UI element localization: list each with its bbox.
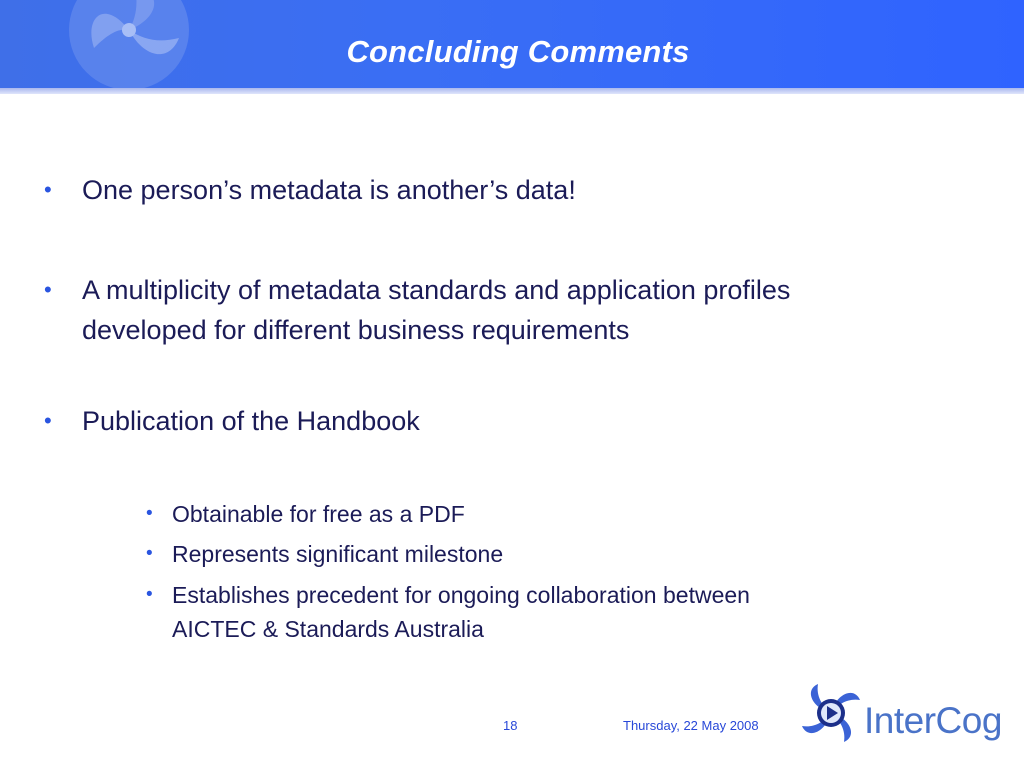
sub-bullet-item [146,537,966,571]
slide-title: Concluding Comments [346,34,690,69]
sub-bullet-item [146,578,986,648]
sub-bullet-icon: • [146,584,153,605]
bullet-item [44,170,994,210]
bullet-text-line-1: A multiplicity of metadata standards and application profiles [82,275,791,305]
bullet-icon: • [44,177,52,202]
intercog-logo-text: InterCog [864,700,1002,741]
bullet-item [44,270,1004,350]
slide-header [0,0,1024,88]
bullet-text-line-2: developed for different business requirements [82,315,630,345]
bullet-text: Publication of the Handbook [82,406,420,436]
footer-date: Thursday, 22 May 2008 [623,718,759,733]
bullet-icon: • [44,408,52,433]
sub-bullet-item [146,497,966,531]
sub-bullet-icon: • [146,543,153,564]
sub-bullet-text-line-1: Establishes precedent for ongoing collaboration between [172,582,750,608]
bullet-item [44,401,994,441]
page-number: 18 [503,718,518,733]
sub-bullet-text-line-2: AICTEC & Standards Australia [172,616,484,642]
sub-bullet-text: Represents significant milestone [172,541,504,567]
bullet-icon: • [44,277,52,302]
header-divider [0,88,1024,94]
intercog-logo-icon [800,682,862,744]
sub-bullet-icon: • [146,503,153,524]
bullet-text: One person’s metadata is another’s data! [82,175,576,205]
sub-bullet-text: Obtainable for free as a PDF [172,501,465,527]
